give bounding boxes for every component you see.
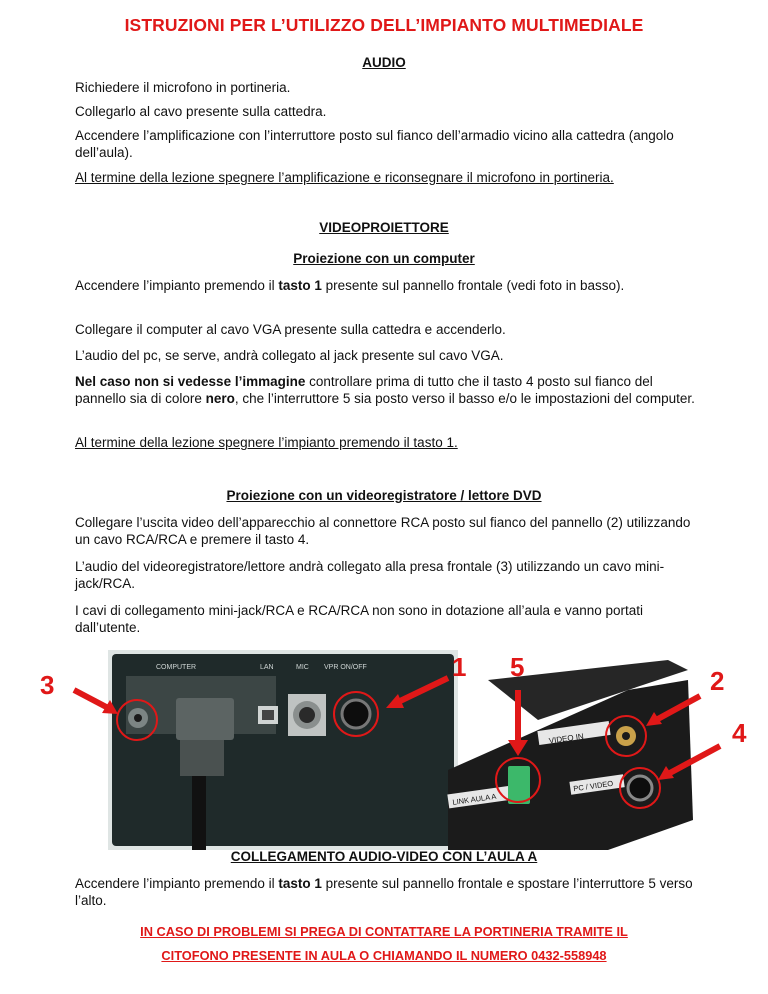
switch-5 <box>508 766 530 804</box>
section-heading-collegamento: COLLEGAMENTO AUDIO-VIDEO CON L’AULA A <box>230 849 538 864</box>
audio-paragraph-3: Accendere l’amplificazione con l’interruttore posto sul fianco dell’armadio vicino alla cattedra (angolo dell’aula). <box>75 128 674 160</box>
video-paragraph-2: Collegare il computer al cavo VGA presente sulla cattedra e accenderlo. <box>75 322 506 337</box>
video-paragraph-7: L’audio del videoregistratore/lettore andrà collegato alla presa frontale (3) utilizzando un cavo mini-jack/RCA. <box>75 559 665 591</box>
section-heading-audio: AUDIO <box>362 55 406 70</box>
marker-1: 1 <box>452 652 467 682</box>
video-paragraph-6: Collegare l’uscita video dell’apparecchio al connettore RCA posto sul fianco del pannello (2) utilizzando un cavo RCA/RCA e premere il tasto 4. <box>75 515 691 547</box>
label-video-in: VIDEO IN <box>548 731 585 746</box>
video-paragraph-3: L’audio del pc, se serve, andrà collegato al jack presente sul cavo VGA. <box>75 348 504 363</box>
page-title: ISTRUZIONI PER L’UTILIZZO DELL’IMPIANTO MULTIMEDIALE <box>124 15 644 35</box>
power-button-1 <box>342 700 370 728</box>
label-vpr: VPR ON/OFF <box>324 664 367 671</box>
warning-line-2: CITOFONO PRESENTE IN AULA O CHIAMANDO IL NUMERO 0432-558948 <box>161 948 607 963</box>
label-computer: COMPUTER <box>156 664 197 671</box>
subheading-dvd: Proiezione con un videoregistratore / lettore DVD <box>226 488 542 503</box>
label-pc-video: PC / VIDEO <box>572 778 614 794</box>
video-paragraph-4: Nel caso non si vedesse l’immagine controllare prima di tutto che il tasto 4 posto sul fianco del pannello sia di colore nero, che l’interruttore 5 sia posto verso il basso e/o le impostazioni del computer. <box>75 374 695 406</box>
video-paragraph-1: Accendere l’impianto premendo il tasto 1 presente sul pannello frontale (vedi foto in basso). <box>75 278 625 293</box>
marker-5: 5 <box>510 652 525 682</box>
vga-connector <box>176 698 234 740</box>
label-lan: LAN <box>260 664 274 671</box>
video-paragraph-5: Al termine della lezione spegnere l’impianto premendo il tasto 1. <box>75 435 458 450</box>
button-4 <box>628 776 652 800</box>
subheading-computer: Proiezione con un computer <box>293 251 475 266</box>
label-mic: MIC <box>296 664 309 671</box>
video-paragraph-8: I cavi di collegamento mini-jack/RCA e RCA/RCA non sono in dotazione all’aula e vanno portati dall’utente. <box>75 603 644 635</box>
marker-3: 3 <box>40 670 55 700</box>
section-heading-videoproiettore: VIDEOPROIETTORE <box>319 220 449 235</box>
audio-paragraph-2: Collegarlo al cavo presente sulla cattedra. <box>75 104 327 119</box>
equipment-photo <box>40 650 747 850</box>
warning-line-1: IN CASO DI PROBLEMI SI PREGA DI CONTATTARE LA PORTINERIA TRAMITE IL <box>140 924 628 939</box>
link-paragraph-1: Accendere l’impianto premendo il tasto 1 presente sul pannello frontale e spostare l’interruttore 5 verso l’alto. <box>75 876 693 908</box>
vga-cable <box>192 776 206 850</box>
marker-2: 2 <box>710 666 725 696</box>
audio-paragraph-1: Richiedere il microfono in portineria. <box>75 80 291 95</box>
marker-4: 4 <box>732 718 747 748</box>
audio-paragraph-4: Al termine della lezione spegnere l’amplificazione e riconsegnare il microfono in portineria. <box>75 170 614 185</box>
label-link: LINK AULA A <box>451 791 497 807</box>
